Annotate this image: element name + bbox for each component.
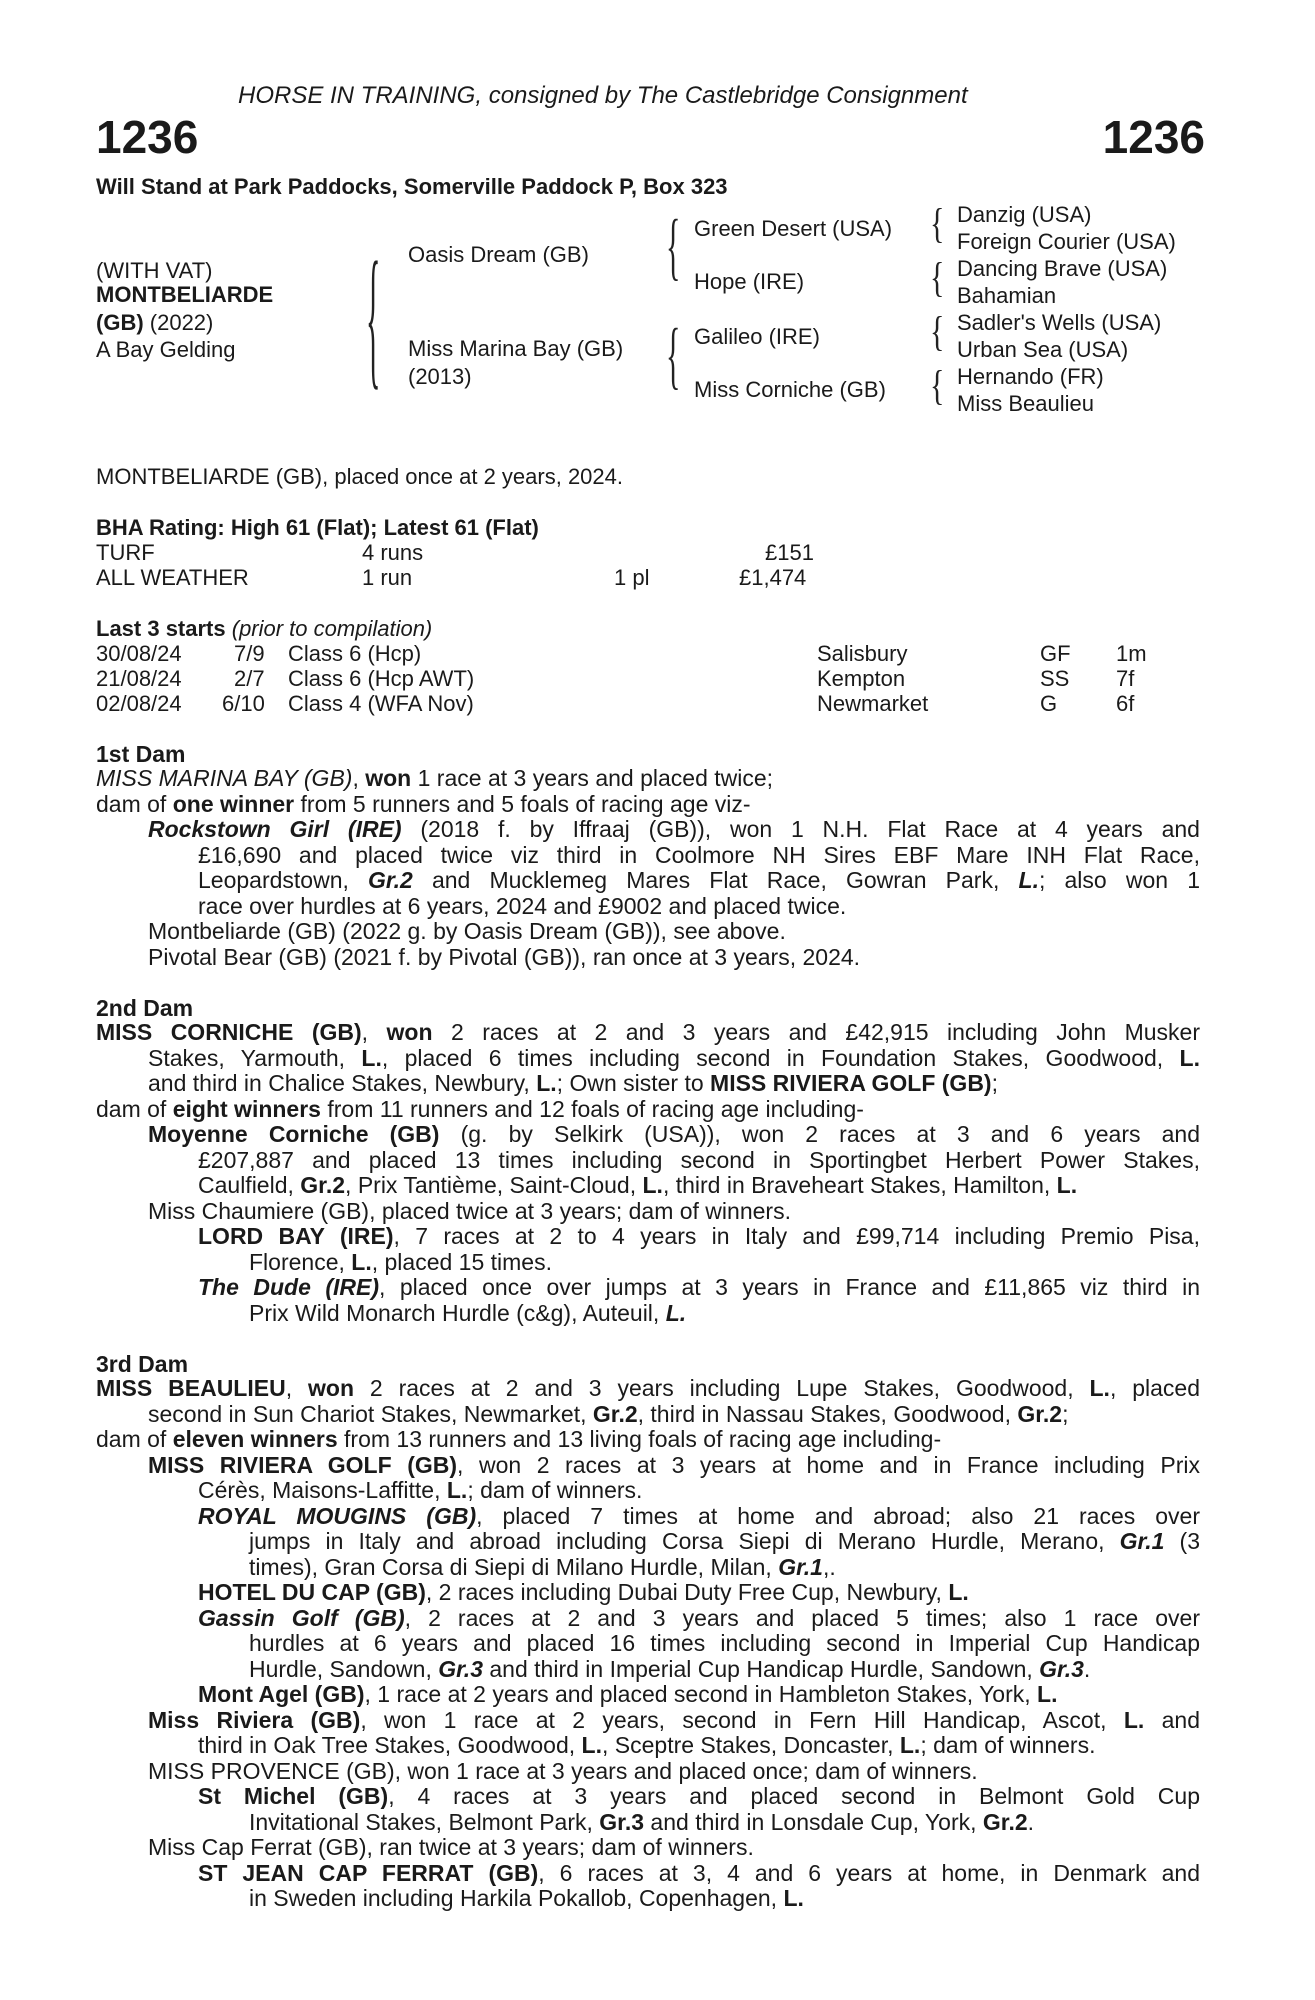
start-going: GF [1040,641,1071,666]
first-dam-line: MISS MARINA BAY (GB), won 1 race at 3 years and placed twice; [96,765,774,791]
pedigree-sdd: Bahamian [957,283,1057,308]
pedigree-sire: Oasis Dream (GB) [408,242,589,267]
rating-row-prize: £1,474 [739,565,807,590]
pedigree-brace-ds: { [930,309,945,356]
pedigree-brace-ss: { [930,201,945,248]
third-dam-line: Miss Cap Ferrat (GB), ran twice at 3 years; dam of winners. [148,1834,754,1860]
start-class: Class 6 (Hcp AWT) [288,666,475,691]
third-dam-line: dam of eleven winners from 13 runners and 13 living foals of racing age including- [96,1426,942,1452]
start-distance: 1m [1116,641,1147,666]
first-dam-line: Montbeliarde (GB) (2022 g. by Oasis Dream (GB)), see above. [148,918,786,944]
second-dam-line: £207,887 and placed 13 times including second in Sportingbet Herbert Power Stakes, [198,1147,1200,1173]
start-position: 2/7 [234,666,265,691]
third-dam-line: times), Gran Corsa di Siepi di Milano Hurdle, Milan, Gr.1,. [249,1554,836,1580]
third-dam-heading: 3rd Dam [96,1351,189,1377]
pedigree-brace-sire: { [666,206,681,289]
third-dam-line: jumps in Italy and abroad including Corsa Siepi di Merano Hurdle, Merano, Gr.1 (3 [249,1528,1201,1554]
start-date: 30/08/24 [96,641,182,666]
pedigree-dam-sire: Galileo (IRE) [694,324,820,349]
third-dam-line: Invitational Stakes, Belmont Park, Gr.3 and third in Lonsdale Cup, York, Gr.2. [249,1809,1035,1835]
rating-row-surface: TURF [96,540,155,565]
start-date: 02/08/24 [96,691,182,716]
first-dam-line: dam of one winner from 5 runners and 5 foals of racing age viz- [96,791,751,817]
start-date: 21/08/24 [96,666,182,691]
first-dam-heading: 1st Dam [96,741,186,767]
pedigree-sire-sire: Green Desert (USA) [694,216,893,241]
pedigree-dsd: Urban Sea (USA) [957,337,1129,362]
bha-rating: BHA Rating: High 61 (Flat); Latest 61 (Flat) [96,515,539,540]
last-starts-title: Last 3 starts [96,616,226,641]
second-dam-line: Caulfield, Gr.2, Prix Tantième, Saint-Cloud, L., third in Braveheart Stakes, Hamilton, L. [198,1172,1078,1198]
pedigree-dam: Miss Marina Bay (GB) [408,336,624,361]
third-dam-line: HOTEL DU CAP (GB), 2 races including Dubai Duty Free Cup, Newbury, L. [198,1579,969,1605]
horse-year: (2022) [143,310,214,335]
third-dam-line: ROYAL MOUGINS (GB), placed 7 times at home and abroad; also 21 races over [198,1503,1200,1529]
start-position: 6/10 [222,691,265,716]
pedigree-brace-dam: { [666,315,681,398]
third-dam-line: Cérès, Maisons-Laffitte, L.; dam of winners. [198,1477,643,1503]
pedigree-dam-year: (2013) [408,364,472,389]
vat-note: (WITH VAT) [96,258,213,283]
start-class: Class 4 (WFA Nov) [288,691,474,716]
first-dam-line: Pivotal Bear (GB) (2021 f. by Pivotal (GB)), ran once at 3 years, 2024. [148,944,861,970]
rating-row-placed: 1 pl [614,565,650,590]
second-dam-line: Florence, L., placed 15 times. [249,1249,552,1275]
third-dam-line: third in Oak Tree Stakes, Goodwood, L., Sceptre Stakes, Doncaster, L.; dam of winners. [198,1732,1096,1758]
pedigree-ssd: Foreign Courier (USA) [957,229,1176,254]
horse-origin-year [96,310,213,336]
stand-location: Will Stand at Park Paddocks, Somerville Paddock P, Box 323 [96,174,728,199]
start-course: Salisbury [817,641,908,666]
rating-row-runs: 1 run [362,565,413,590]
start-course: Newmarket [817,691,929,716]
horse-description: A Bay Gelding [96,337,236,362]
pedigree-sss: Danzig (USA) [957,202,1092,227]
third-dam-line: St Michel (GB), 4 races at 3 years and placed second in Belmont Gold Cup [198,1783,1200,1809]
start-distance: 7f [1116,666,1135,691]
first-dam-line: Rockstown Girl (IRE) (2018 f. by Iffraaj (GB)), won 1 N.H. Flat Race at 4 years and [148,816,1200,842]
third-dam-line: MISS BEAULIEU, won 2 races at 2 and 3 years including Lupe Stakes, Goodwood, L., placed [96,1375,1201,1401]
second-dam-heading: 2nd Dam [96,995,194,1021]
third-dam-line: ST JEAN CAP FERRAT (GB), 6 races at 3, 4 and 6 years at home, in Denmark and [198,1860,1200,1886]
pedigree-ddd: Miss Beaulieu [957,391,1094,416]
second-dam-line: LORD BAY (IRE), 7 races at 2 to 4 years in Italy and £99,714 including Premio Pisa, [198,1223,1200,1249]
start-going: SS [1040,666,1070,691]
rating-row-prize: £151 [765,540,814,565]
third-dam-line: Miss Riviera (GB), won 1 race at 2 years, second in Fern Hill Handicap, Ascot, L. and [148,1707,1200,1733]
second-dam-line: Prix Wild Monarch Hurdle (c&g), Auteuil, L. [249,1300,687,1326]
second-dam-line: MISS CORNICHE (GB), won 2 races at 2 and 3 years and £42,915 including John Musker [96,1019,1200,1045]
second-dam-line: Miss Chaumiere (GB), placed twice at 3 years; dam of winners. [148,1198,791,1224]
pedigree-sds: Dancing Brave (USA) [957,256,1168,281]
start-distance: 6f [1116,691,1135,716]
performance-summary: MONTBELIARDE (GB), placed once at 2 years, 2024. [96,464,624,489]
third-dam-line: second in Sun Chariot Stakes, Newmarket, Gr.2, third in Nassau Stakes, Goodwood, Gr.2; [148,1401,1069,1427]
third-dam-line: MISS RIVIERA GOLF (GB), won 2 races at 3 years at home and in France including Prix [148,1452,1201,1478]
horse-origin: (GB) [96,310,144,335]
second-dam-line: dam of eight winners from 11 runners and 12 foals of racing age including- [96,1096,864,1122]
first-dam-line: race over hurdles at 6 years, 2024 and £9002 and placed twice. [198,893,847,919]
lot-number-left: 1236 [96,111,199,163]
third-dam-line: in Sweden including Harkila Pokallob, Copenhagen, L. [249,1885,804,1911]
pedigree-brace-dd: { [930,363,945,410]
pedigree-dds: Hernando (FR) [957,364,1104,389]
pedigree-sire-dam: Hope (IRE) [694,269,805,294]
second-dam-line: Moyenne Corniche (GB) (g. by Selkirk (USA)), won 2 races at 3 and 6 years and [148,1121,1200,1147]
pedigree-brace-main: { [366,233,381,406]
start-going: G [1040,691,1058,716]
pedigree-dam-dam: Miss Corniche (GB) [694,377,886,402]
third-dam-line: hurdles at 6 years and placed 16 times including second in Imperial Cup Handicap [249,1630,1200,1656]
third-dam-line: MISS PROVENCE (GB), won 1 race at 3 years and placed once; dam of winners. [148,1758,978,1784]
rating-row-surface: ALL WEATHER [96,565,249,590]
catalogue-header: HORSE IN TRAINING, consigned by The Castlebridge Consignment [238,82,968,109]
last-starts-heading [96,616,432,642]
last-starts-note: (prior to compilation) [225,616,433,641]
third-dam-line: Mont Agel (GB), 1 race at 2 years and placed second in Hambleton Stakes, York, L. [198,1681,1058,1707]
pedigree-brace-sd: { [930,255,945,302]
start-position: 7/9 [234,641,265,666]
rating-row-runs: 4 runs [362,540,424,565]
lot-number-right: 1236 [1102,111,1205,163]
horse-name: MONTBELIARDE [96,282,274,307]
third-dam-line: Gassin Golf (GB), 2 races at 2 and 3 years and placed 5 times; also 1 race over [198,1605,1200,1631]
start-class: Class 6 (Hcp) [288,641,422,666]
first-dam-line: £16,690 and placed twice viz third in Coolmore NH Sires EBF Mare INH Flat Race, [198,842,1200,868]
second-dam-line: Stakes, Yarmouth, L., placed 6 times including second in Foundation Stakes, Goodwood, L. [148,1045,1200,1071]
third-dam-line: Hurdle, Sandown, Gr.3 and third in Imperial Cup Handicap Hurdle, Sandown, Gr.3. [249,1656,1091,1682]
second-dam-line: The Dude (IRE), placed once over jumps at 3 years in France and £11,865 viz third in [198,1274,1200,1300]
first-dam-line: Leopardstown, Gr.2 and Mucklemeg Mares Flat Race, Gowran Park, L.; also won 1 [198,867,1200,893]
second-dam-line: and third in Chalice Stakes, Newbury, L.; Own sister to MISS RIVIERA GOLF (GB); [148,1070,998,1096]
pedigree-dss: Sadler's Wells (USA) [957,310,1162,335]
start-course: Kempton [817,666,906,691]
